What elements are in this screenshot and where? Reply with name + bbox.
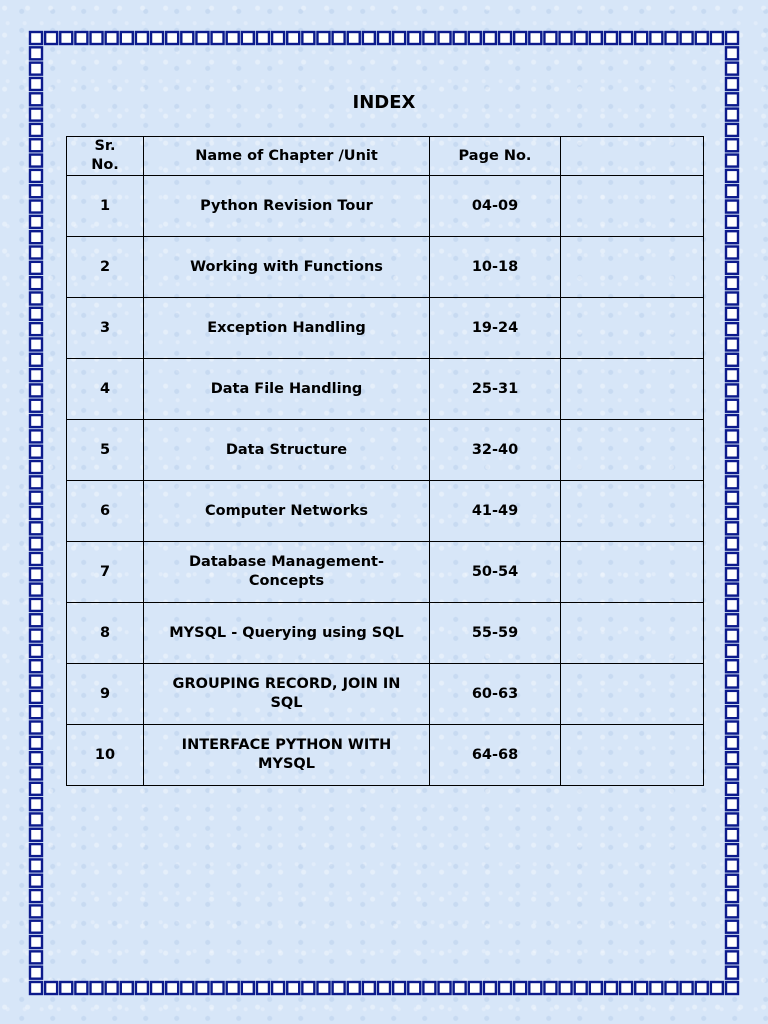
cell-chapter-name: INTERFACE PYTHON WITH MYSQL [144, 725, 430, 786]
cell-page-range: 50-54 [430, 542, 561, 603]
border-link [30, 201, 42, 213]
cell-page-range: 04-09 [430, 176, 561, 237]
border-link [30, 476, 42, 488]
border-link [30, 400, 42, 412]
border-link [317, 982, 329, 994]
border-link [726, 936, 738, 948]
cell-chapter-name: GROUPING RECORD, JOIN IN SQL [144, 664, 430, 725]
border-link [30, 216, 42, 228]
border-link [30, 722, 42, 734]
border-link [544, 982, 556, 994]
border-link [726, 982, 738, 994]
border-link [30, 247, 42, 259]
border-link [726, 231, 738, 243]
border-link [136, 32, 148, 44]
border-link [30, 599, 42, 611]
border-link [726, 553, 738, 565]
border-link [30, 982, 42, 994]
cell-sr-no: 1 [67, 176, 144, 237]
border-link [272, 982, 284, 994]
border-link [726, 584, 738, 596]
border-link [696, 982, 708, 994]
border-link [30, 124, 42, 136]
border-link [30, 47, 42, 59]
border-link [30, 951, 42, 963]
border-link [514, 32, 526, 44]
cell-blank [561, 725, 704, 786]
cell-chapter-name: Database Management-Concepts [144, 542, 430, 603]
border-link [620, 32, 632, 44]
border-link [726, 645, 738, 657]
border-link [726, 676, 738, 688]
border-link [726, 967, 738, 979]
table-row [67, 298, 704, 359]
border-link [726, 47, 738, 59]
border-link [348, 982, 360, 994]
border-link [726, 461, 738, 473]
border-link [30, 63, 42, 75]
border-link [30, 875, 42, 887]
border-link [696, 32, 708, 44]
cell-sr-no: 3 [67, 298, 144, 359]
cell-blank [561, 420, 704, 481]
table-row [67, 420, 704, 481]
border-link [635, 32, 647, 44]
table-header-row [67, 137, 704, 176]
border-link [726, 277, 738, 289]
border-link [726, 859, 738, 871]
border-link [30, 752, 42, 764]
border-link [30, 78, 42, 90]
header-chapter-name: Name of Chapter /Unit [144, 137, 430, 176]
border-link [30, 691, 42, 703]
cell-page-range: 64-68 [430, 725, 561, 786]
cell-chapter-name: Data Structure [144, 420, 430, 481]
border-link [726, 170, 738, 182]
table-row [67, 359, 704, 420]
cell-sr-no: 6 [67, 481, 144, 542]
border-link [726, 201, 738, 213]
border-link [348, 32, 360, 44]
border-link [378, 32, 390, 44]
border-link [60, 982, 72, 994]
border-link [469, 32, 481, 44]
border-link [726, 921, 738, 933]
border-link [30, 338, 42, 350]
border-link [30, 630, 42, 642]
border-link [75, 982, 87, 994]
border-link [726, 630, 738, 642]
table-row [67, 176, 704, 237]
border-link [30, 737, 42, 749]
border-link [212, 982, 224, 994]
border-link [560, 982, 572, 994]
border-link [726, 155, 738, 167]
border-link [635, 982, 647, 994]
border-link [620, 982, 632, 994]
border-link [30, 185, 42, 197]
cell-sr-no: 2 [67, 237, 144, 298]
border-link [317, 32, 329, 44]
border-link [726, 875, 738, 887]
border-link [726, 538, 738, 550]
border-link [393, 982, 405, 994]
border-link [257, 32, 269, 44]
cell-blank [561, 664, 704, 725]
border-link [726, 599, 738, 611]
border-link [30, 155, 42, 167]
cell-blank [561, 542, 704, 603]
border-link [726, 767, 738, 779]
border-link [726, 400, 738, 412]
border-link [681, 982, 693, 994]
border-link [726, 78, 738, 90]
border-link [726, 507, 738, 519]
border-link [408, 32, 420, 44]
border-link [333, 982, 345, 994]
border-link [726, 813, 738, 825]
border-link [30, 354, 42, 366]
border-link [726, 415, 738, 427]
border-link [726, 63, 738, 75]
border-link [726, 185, 738, 197]
border-link [30, 369, 42, 381]
border-link [151, 32, 163, 44]
table-row [67, 481, 704, 542]
border-link [726, 216, 738, 228]
border-link [726, 262, 738, 274]
table-row [67, 664, 704, 725]
border-link [30, 170, 42, 182]
border-link [439, 982, 451, 994]
border-link [30, 553, 42, 565]
border-link [726, 32, 738, 44]
border-link [726, 614, 738, 626]
border-link [590, 32, 602, 44]
border-link [726, 292, 738, 304]
border-link [726, 890, 738, 902]
cell-page-range: 55-59 [430, 603, 561, 664]
border-link [30, 323, 42, 335]
border-link [726, 476, 738, 488]
border-link [30, 645, 42, 657]
border-link [726, 139, 738, 151]
cell-blank [561, 603, 704, 664]
border-link [726, 568, 738, 580]
border-link [484, 32, 496, 44]
cell-chapter-name: Python Revision Tour [144, 176, 430, 237]
cell-sr-no: 10 [67, 725, 144, 786]
border-link [499, 982, 511, 994]
header-page-no: Page No. [430, 137, 561, 176]
border-link [30, 767, 42, 779]
border-link [166, 32, 178, 44]
border-link [30, 967, 42, 979]
border-link [30, 384, 42, 396]
border-link [60, 32, 72, 44]
index-table [66, 136, 704, 786]
cell-page-range: 60-63 [430, 664, 561, 725]
border-link [726, 691, 738, 703]
border-link [575, 982, 587, 994]
border-link [726, 124, 738, 136]
cell-sr-no: 7 [67, 542, 144, 603]
cell-blank [561, 481, 704, 542]
border-link [726, 323, 738, 335]
cell-blank [561, 359, 704, 420]
border-link [30, 538, 42, 550]
border-link [726, 338, 738, 350]
cell-chapter-name: Working with Functions [144, 237, 430, 298]
border-link [196, 32, 208, 44]
cell-sr-no: 5 [67, 420, 144, 481]
header-blank [561, 137, 704, 176]
border-link [30, 936, 42, 948]
border-link [393, 32, 405, 44]
border-link [726, 752, 738, 764]
border-link [30, 522, 42, 534]
border-link [726, 829, 738, 841]
border-link [106, 32, 118, 44]
border-link [726, 783, 738, 795]
border-link [726, 354, 738, 366]
border-link [30, 262, 42, 274]
border-link [30, 813, 42, 825]
border-link [30, 446, 42, 458]
border-link [30, 660, 42, 672]
border-link [363, 32, 375, 44]
border-link [378, 982, 390, 994]
border-link [575, 32, 587, 44]
border-link [726, 737, 738, 749]
border-link [711, 32, 723, 44]
border-link [30, 798, 42, 810]
table-row [67, 542, 704, 603]
border-link [45, 982, 57, 994]
border-link [711, 982, 723, 994]
border-link [726, 446, 738, 458]
border-link [726, 706, 738, 718]
border-link [423, 982, 435, 994]
border-link [650, 32, 662, 44]
border-link [665, 32, 677, 44]
border-link [257, 982, 269, 994]
border-link [121, 982, 133, 994]
border-link [121, 32, 133, 44]
cell-page-range: 19-24 [430, 298, 561, 359]
border-link [30, 584, 42, 596]
border-link [726, 844, 738, 856]
border-link [726, 492, 738, 504]
cell-page-range: 32-40 [430, 420, 561, 481]
border-link [544, 32, 556, 44]
border-link [212, 32, 224, 44]
cell-blank [561, 176, 704, 237]
border-link [30, 492, 42, 504]
border-link [605, 32, 617, 44]
page-title: INDEX [352, 92, 416, 113]
border-link [136, 982, 148, 994]
border-link [181, 982, 193, 994]
border-link [227, 982, 239, 994]
border-link [45, 32, 57, 44]
border-link [30, 139, 42, 151]
border-link [151, 982, 163, 994]
cell-chapter-name: Exception Handling [144, 298, 430, 359]
cell-sr-no: 4 [67, 359, 144, 420]
border-link [726, 247, 738, 259]
border-link [590, 982, 602, 994]
border-link [514, 982, 526, 994]
border-link [726, 722, 738, 734]
border-link [681, 32, 693, 44]
border-link [30, 844, 42, 856]
border-link [726, 384, 738, 396]
border-link [30, 905, 42, 917]
border-link [665, 982, 677, 994]
border-link [196, 982, 208, 994]
border-link [726, 660, 738, 672]
cell-page-range: 10-18 [430, 237, 561, 298]
border-link [30, 783, 42, 795]
border-link [30, 308, 42, 320]
border-link [469, 982, 481, 994]
border-link [529, 982, 541, 994]
cell-sr-no: 9 [67, 664, 144, 725]
border-link [726, 430, 738, 442]
border-link [272, 32, 284, 44]
border-link [242, 32, 254, 44]
table-row [67, 725, 704, 786]
cell-page-range: 41-49 [430, 481, 561, 542]
border-link [30, 231, 42, 243]
border-link [30, 568, 42, 580]
border-link [30, 415, 42, 427]
border-link [30, 430, 42, 442]
border-link [30, 676, 42, 688]
border-link [30, 706, 42, 718]
border-link [106, 982, 118, 994]
cell-sr-no: 8 [67, 603, 144, 664]
border-link [30, 614, 42, 626]
border-link [363, 982, 375, 994]
border-link [30, 829, 42, 841]
border-link [454, 32, 466, 44]
border-link [30, 292, 42, 304]
border-link [30, 921, 42, 933]
border-link [30, 277, 42, 289]
border-link [91, 32, 103, 44]
border-link [726, 522, 738, 534]
border-link [333, 32, 345, 44]
border-link [75, 32, 87, 44]
border-link [302, 982, 314, 994]
table-row [67, 237, 704, 298]
border-link [166, 982, 178, 994]
border-link [30, 859, 42, 871]
cell-chapter-name: MYSQL - Querying using SQL [144, 603, 430, 664]
border-link [726, 308, 738, 320]
border-link [529, 32, 541, 44]
cell-chapter-name: Data File Handling [144, 359, 430, 420]
table-row [67, 603, 704, 664]
header-sr-no: Sr. No. [67, 137, 144, 176]
border-link [227, 32, 239, 44]
border-link [726, 905, 738, 917]
border-link [30, 507, 42, 519]
border-link [302, 32, 314, 44]
cell-chapter-name: Computer Networks [144, 481, 430, 542]
border-link [650, 982, 662, 994]
border-link [242, 982, 254, 994]
border-link [287, 982, 299, 994]
border-link [30, 461, 42, 473]
border-link [408, 982, 420, 994]
border-link [287, 32, 299, 44]
border-link [423, 32, 435, 44]
border-link [499, 32, 511, 44]
border-link [30, 890, 42, 902]
border-link [91, 982, 103, 994]
border-link [726, 369, 738, 381]
border-link [560, 32, 572, 44]
border-link [484, 982, 496, 994]
cell-blank [561, 298, 704, 359]
cell-blank [561, 237, 704, 298]
border-link [605, 982, 617, 994]
border-link [181, 32, 193, 44]
border-link [454, 982, 466, 994]
border-link [30, 32, 42, 44]
border-link [726, 951, 738, 963]
border-link [726, 798, 738, 810]
cell-page-range: 25-31 [430, 359, 561, 420]
border-link [439, 32, 451, 44]
